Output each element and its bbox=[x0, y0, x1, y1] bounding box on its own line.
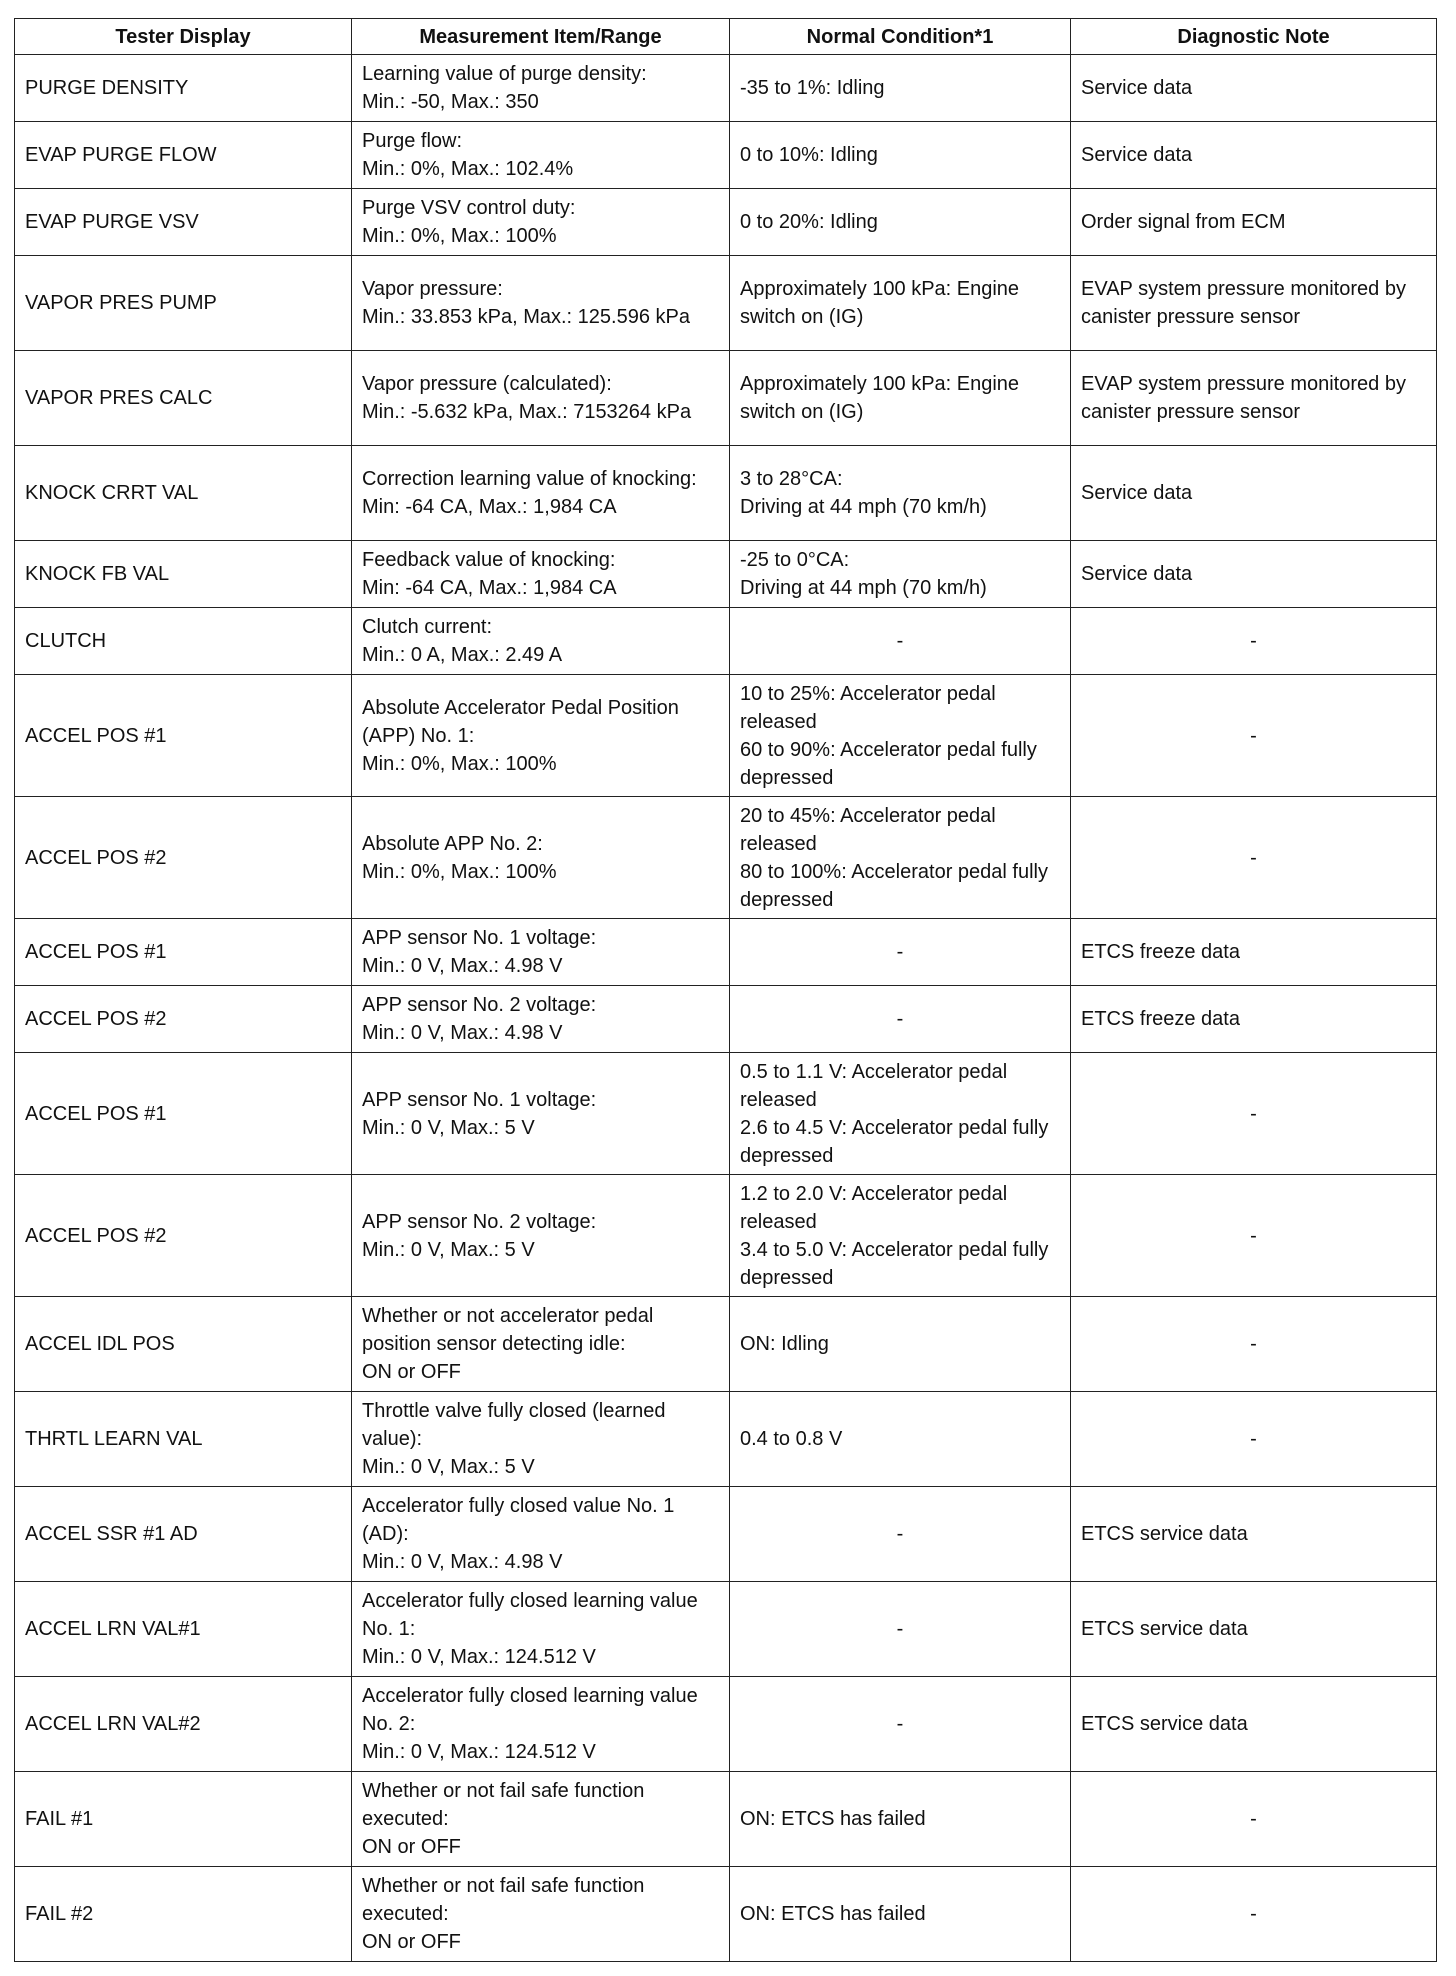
diagnostic-note-cell: - bbox=[1071, 675, 1437, 797]
diagnostic-note-cell: - bbox=[1071, 1867, 1437, 1962]
table-row bbox=[15, 1297, 1437, 1392]
diagnostic-note-cell: Service data bbox=[1071, 55, 1437, 122]
normal-condition-cell: Approximately 100 kPa: Engine switch on (IG) bbox=[730, 256, 1071, 351]
tester-display-cell: VAPOR PRES CALC bbox=[15, 351, 352, 446]
diagnostic-note-cell: Service data bbox=[1071, 122, 1437, 189]
measurement-item-cell: Whether or not fail safe function executed: ON or OFF bbox=[352, 1867, 730, 1962]
table-row bbox=[15, 1487, 1437, 1582]
tester-display-cell: EVAP PURGE FLOW bbox=[15, 122, 352, 189]
tester-display-cell: ACCEL POS #2 bbox=[15, 986, 352, 1053]
tester-display-cell: ACCEL POS #2 bbox=[15, 797, 352, 919]
tester-display-cell: ACCEL POS #2 bbox=[15, 1175, 352, 1297]
normal-condition-cell: 0 to 20%: Idling bbox=[730, 189, 1071, 256]
normal-condition-cell: -25 to 0°CA: Driving at 44 mph (70 km/h) bbox=[730, 541, 1071, 608]
table-row bbox=[15, 919, 1437, 986]
table-row bbox=[15, 1677, 1437, 1772]
measurement-item-cell: APP sensor No. 2 voltage: Min.: 0 V, Max.: 5 V bbox=[352, 1175, 730, 1297]
normal-condition-cell: 10 to 25%: Accelerator pedal released 60 to 90%: Accelerator pedal fully depressed bbox=[730, 675, 1071, 797]
normal-condition-cell: ON: ETCS has failed bbox=[730, 1772, 1071, 1867]
measurement-item-cell: APP sensor No. 1 voltage: Min.: 0 V, Max.: 4.98 V bbox=[352, 919, 730, 986]
tester-display-cell: THRTL LEARN VAL bbox=[15, 1392, 352, 1487]
normal-condition-cell: - bbox=[730, 608, 1071, 675]
diagnostic-note-cell: - bbox=[1071, 1053, 1437, 1175]
diagnostic-note-cell: ETCS freeze data bbox=[1071, 919, 1437, 986]
tester-display-cell: ACCEL LRN VAL#2 bbox=[15, 1677, 352, 1772]
normal-condition-cell: -35 to 1%: Idling bbox=[730, 55, 1071, 122]
table-row bbox=[15, 351, 1437, 446]
tester-display-cell: ACCEL IDL POS bbox=[15, 1297, 352, 1392]
measurement-item-cell: APP sensor No. 1 voltage: Min.: 0 V, Max.: 5 V bbox=[352, 1053, 730, 1175]
diagnostic-note-cell: ETCS service data bbox=[1071, 1677, 1437, 1772]
tester-display-cell: ACCEL SSR #1 AD bbox=[15, 1487, 352, 1582]
diagnostic-note-cell: EVAP system pressure monitored by canister pressure sensor bbox=[1071, 256, 1437, 351]
tester-display-cell: ACCEL LRN VAL#1 bbox=[15, 1582, 352, 1677]
measurement-item-cell: Throttle valve fully closed (learned value): Min.: 0 V, Max.: 5 V bbox=[352, 1392, 730, 1487]
table-row bbox=[15, 1582, 1437, 1677]
table-row bbox=[15, 55, 1437, 122]
tester-display-cell: CLUTCH bbox=[15, 608, 352, 675]
table-row bbox=[15, 797, 1437, 919]
normal-condition-cell: - bbox=[730, 1677, 1071, 1772]
normal-condition-cell: 1.2 to 2.0 V: Accelerator pedal released 3.4 to 5.0 V: Accelerator pedal fully depressed bbox=[730, 1175, 1071, 1297]
tester-display-cell: KNOCK CRRT VAL bbox=[15, 446, 352, 541]
tester-display-cell: KNOCK FB VAL bbox=[15, 541, 352, 608]
header-measurement-item: Measurement Item/Range bbox=[352, 19, 730, 55]
measurement-item-cell: Correction learning value of knocking: Min: -64 CA, Max.: 1,984 CA bbox=[352, 446, 730, 541]
measurement-item-cell: APP sensor No. 2 voltage: Min.: 0 V, Max.: 4.98 V bbox=[352, 986, 730, 1053]
tester-display-cell: PURGE DENSITY bbox=[15, 55, 352, 122]
measurement-item-cell: Clutch current: Min.: 0 A, Max.: 2.49 A bbox=[352, 608, 730, 675]
normal-condition-cell: 20 to 45%: Accelerator pedal released 80 to 100%: Accelerator pedal fully depressed bbox=[730, 797, 1071, 919]
normal-condition-cell: - bbox=[730, 1487, 1071, 1582]
diagnostic-note-cell: EVAP system pressure monitored by canister pressure sensor bbox=[1071, 351, 1437, 446]
measurement-item-cell: Whether or not fail safe function executed: ON or OFF bbox=[352, 1772, 730, 1867]
diagnostic-note-cell: - bbox=[1071, 797, 1437, 919]
table-row bbox=[15, 986, 1437, 1053]
normal-condition-cell: - bbox=[730, 1582, 1071, 1677]
measurement-item-cell: Accelerator fully closed learning value No. 1: Min.: 0 V, Max.: 124.512 V bbox=[352, 1582, 730, 1677]
tester-display-cell: FAIL #2 bbox=[15, 1867, 352, 1962]
measurement-item-cell: Absolute Accelerator Pedal Position (APP) No. 1: Min.: 0%, Max.: 100% bbox=[352, 675, 730, 797]
table-row bbox=[15, 541, 1437, 608]
measurement-item-cell: Whether or not accelerator pedal position sensor detecting idle: ON or OFF bbox=[352, 1297, 730, 1392]
normal-condition-cell: 0.4 to 0.8 V bbox=[730, 1392, 1071, 1487]
table-row bbox=[15, 675, 1437, 797]
normal-condition-cell: - bbox=[730, 919, 1071, 986]
table-row bbox=[15, 608, 1437, 675]
diagnostic-note-cell: - bbox=[1071, 1175, 1437, 1297]
normal-condition-cell: ON: Idling bbox=[730, 1297, 1071, 1392]
measurement-item-cell: Accelerator fully closed learning value No. 2: Min.: 0 V, Max.: 124.512 V bbox=[352, 1677, 730, 1772]
tester-display-cell: EVAP PURGE VSV bbox=[15, 189, 352, 256]
diagnostic-note-cell: ETCS service data bbox=[1071, 1487, 1437, 1582]
header-tester-display: Tester Display bbox=[15, 19, 352, 55]
table-row bbox=[15, 189, 1437, 256]
diagnostic-note-cell: Service data bbox=[1071, 446, 1437, 541]
measurement-item-cell: Purge flow: Min.: 0%, Max.: 102.4% bbox=[352, 122, 730, 189]
diagnostic-note-cell: - bbox=[1071, 1392, 1437, 1487]
table-row bbox=[15, 1867, 1437, 1962]
tester-display-cell: ACCEL POS #1 bbox=[15, 919, 352, 986]
measurement-item-cell: Learning value of purge density: Min.: -50, Max.: 350 bbox=[352, 55, 730, 122]
diagnostic-note-cell: - bbox=[1071, 1297, 1437, 1392]
tester-display-cell: ACCEL POS #1 bbox=[15, 675, 352, 797]
table-row bbox=[15, 256, 1437, 351]
normal-condition-cell: 0 to 10%: Idling bbox=[730, 122, 1071, 189]
table-row bbox=[15, 122, 1437, 189]
table-row bbox=[15, 1053, 1437, 1175]
measurement-item-cell: Absolute APP No. 2: Min.: 0%, Max.: 100% bbox=[352, 797, 730, 919]
diagnostic-note-cell: - bbox=[1071, 608, 1437, 675]
tester-display-cell: VAPOR PRES PUMP bbox=[15, 256, 352, 351]
data-list-table bbox=[14, 18, 1437, 1962]
diagnostic-note-cell: ETCS freeze data bbox=[1071, 986, 1437, 1053]
diagnostic-note-cell: ETCS service data bbox=[1071, 1582, 1437, 1677]
measurement-item-cell: Accelerator fully closed value No. 1 (AD): Min.: 0 V, Max.: 4.98 V bbox=[352, 1487, 730, 1582]
diagnostic-note-cell: - bbox=[1071, 1772, 1437, 1867]
normal-condition-cell: 3 to 28°CA: Driving at 44 mph (70 km/h) bbox=[730, 446, 1071, 541]
normal-condition-cell: - bbox=[730, 986, 1071, 1053]
measurement-item-cell: Feedback value of knocking: Min: -64 CA, Max.: 1,984 CA bbox=[352, 541, 730, 608]
normal-condition-cell: 0.5 to 1.1 V: Accelerator pedal released 2.6 to 4.5 V: Accelerator pedal fully depressed bbox=[730, 1053, 1071, 1175]
table-row bbox=[15, 1175, 1437, 1297]
header-normal-condition: Normal Condition*1 bbox=[730, 19, 1071, 55]
table-row bbox=[15, 446, 1437, 541]
measurement-item-cell: Vapor pressure (calculated): Min.: -5.632 kPa, Max.: 7153264 kPa bbox=[352, 351, 730, 446]
measurement-item-cell: Purge VSV control duty: Min.: 0%, Max.: 100% bbox=[352, 189, 730, 256]
normal-condition-cell: Approximately 100 kPa: Engine switch on (IG) bbox=[730, 351, 1071, 446]
header-diagnostic-note: Diagnostic Note bbox=[1071, 19, 1437, 55]
diagnostic-note-cell: Order signal from ECM bbox=[1071, 189, 1437, 256]
measurement-item-cell: Vapor pressure: Min.: 33.853 kPa, Max.: 125.596 kPa bbox=[352, 256, 730, 351]
normal-condition-cell: ON: ETCS has failed bbox=[730, 1867, 1071, 1962]
table-row bbox=[15, 1392, 1437, 1487]
table-header-row bbox=[15, 19, 1437, 55]
diagnostic-note-cell: Service data bbox=[1071, 541, 1437, 608]
tester-display-cell: FAIL #1 bbox=[15, 1772, 352, 1867]
table-row bbox=[15, 1772, 1437, 1867]
tester-display-cell: ACCEL POS #1 bbox=[15, 1053, 352, 1175]
